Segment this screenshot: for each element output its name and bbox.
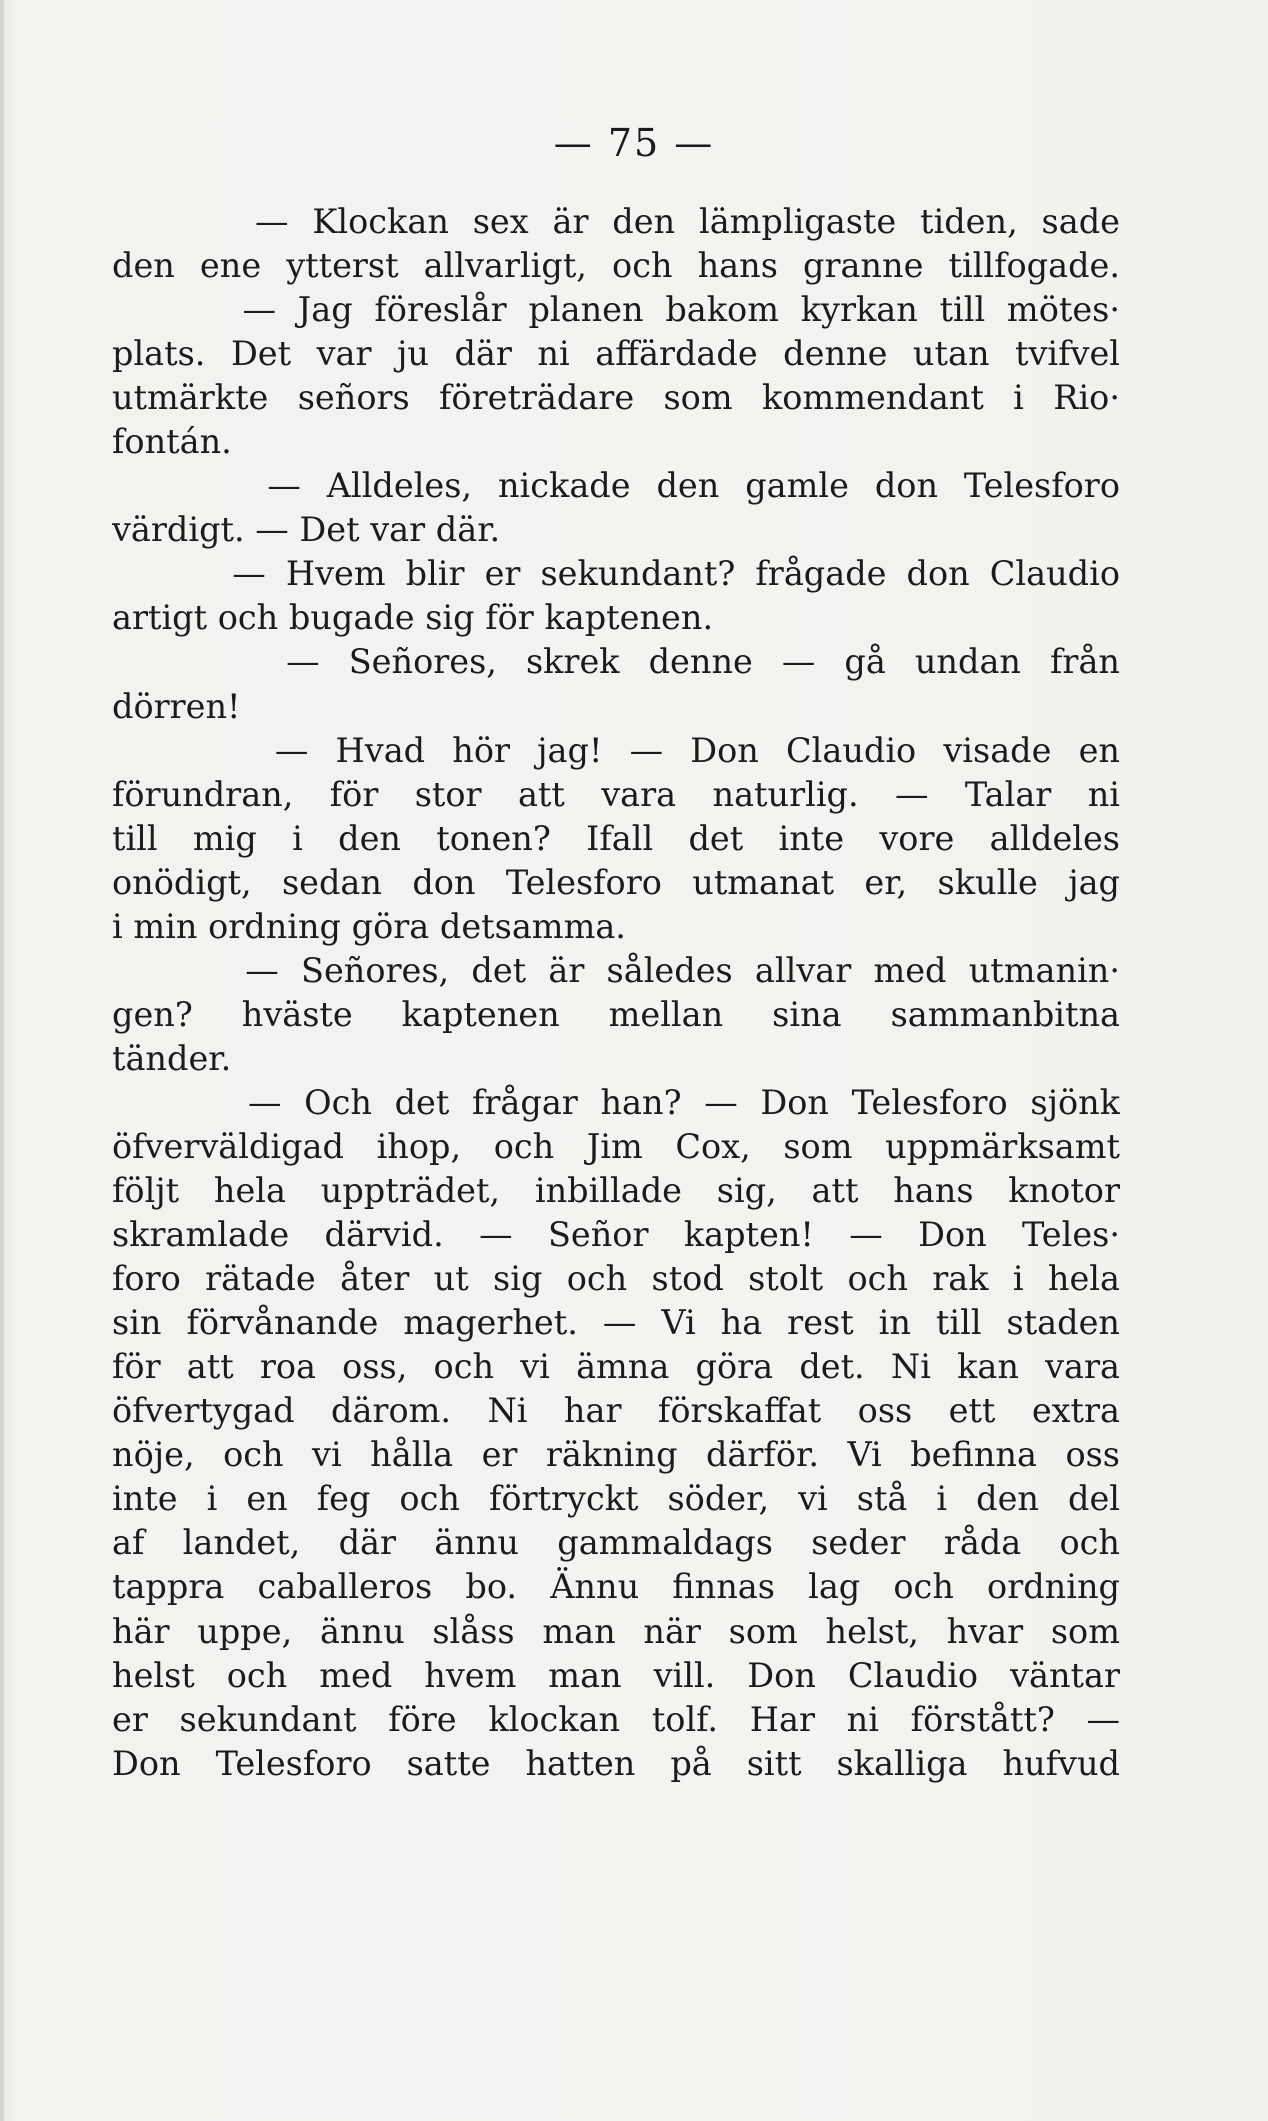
text-line: förundran, för stor att vara naturlig. — Talar ni xyxy=(112,774,1120,814)
text-line: utmärkte señors företrädare som kommendant i Rio· xyxy=(112,378,1120,418)
text-line: följt hela uppträdet, inbillade sig, att hans knotor xyxy=(112,1171,1120,1211)
text-line: — Alldeles, nickade den gamle don Telesforo xyxy=(112,466,1120,506)
text-line: — Och det frågar han? — Don Telesforo sjönk xyxy=(112,1082,1120,1122)
text-line: gen? hväste kaptenen mellan sina sammanbitna xyxy=(112,994,1120,1034)
text-line: er sekundant före klockan tolf. Har ni förstått? — xyxy=(112,1699,1120,1739)
text-line: foro rätade åter ut sig och stod stolt och rak i hela xyxy=(112,1259,1120,1299)
text-line: — Jag föreslår planen bakom kyrkan till mötes· xyxy=(112,290,1120,330)
text-line: här uppe, ännu slåss man när som helst, hvar som xyxy=(112,1611,1120,1651)
text-line: — Señores, skrek denne — gå undan från xyxy=(112,642,1120,682)
text-line: dörren! xyxy=(112,686,241,726)
text-line: helst och med hvem man vill. Don Claudio väntar xyxy=(112,1655,1120,1695)
text-line: — Hvad hör jag! — Don Claudio visade en xyxy=(112,730,1120,770)
text-line: plats. Det var ju där ni affärdade denne utan tvifvel xyxy=(112,334,1120,374)
text-line: i min ordning göra detsamma. xyxy=(112,906,626,946)
text-line: nöje, och vi hålla er räkning därför. Vi befinna oss xyxy=(112,1435,1120,1475)
body-text xyxy=(112,200,1120,1786)
text-line: — Klockan sex är den lämpligaste tiden, sade xyxy=(112,202,1120,241)
text-line: värdigt. — Det var där. xyxy=(112,510,501,550)
text-line: öfverväldigad ihop, och Jim Cox, som uppmärksamt xyxy=(112,1126,1120,1166)
text-line: fontán. xyxy=(112,422,232,462)
text-line: onödigt, sedan don Telesforo utmanat er, skulle jag xyxy=(112,862,1120,902)
page-edge xyxy=(0,0,4,2121)
text-line: artigt och bugade sig för kaptenen. xyxy=(112,598,714,638)
text-line: till mig i den tonen? Ifall det inte vore alldeles xyxy=(112,818,1120,858)
text-line: öfvertygad därom. Ni har förskaffat oss ett extra xyxy=(112,1391,1120,1431)
text-line: af landet, där ännu gammaldags seder råda och xyxy=(112,1523,1120,1563)
text-line: skramlade därvid. — Señor kapten! — Don Teles· xyxy=(112,1215,1120,1255)
text-line: tänder. xyxy=(112,1038,232,1078)
text-line: tappra caballeros bo. Ännu finnas lag och ordning xyxy=(112,1567,1120,1607)
text-line: — Señores, det är således allvar med utmanin· xyxy=(112,950,1120,990)
text-line: den ene ytterst allvarligt, och hans granne tillfogade. xyxy=(112,246,1120,286)
page-number: — 75 — xyxy=(553,121,715,165)
text-line: — Hvem blir er sekundant? frågade don Claudio xyxy=(112,554,1120,594)
text-line: inte i en feg och förtryckt söder, vi stå i den del xyxy=(112,1479,1120,1519)
text-line: sin förvånande magerhet. — Vi ha rest in till staden xyxy=(112,1303,1120,1343)
text-line: Don Telesforo satte hatten på sitt skalliga hufvud xyxy=(112,1743,1120,1783)
text-line: för att roa oss, och vi ämna göra det. Ni kan vara xyxy=(112,1347,1120,1387)
